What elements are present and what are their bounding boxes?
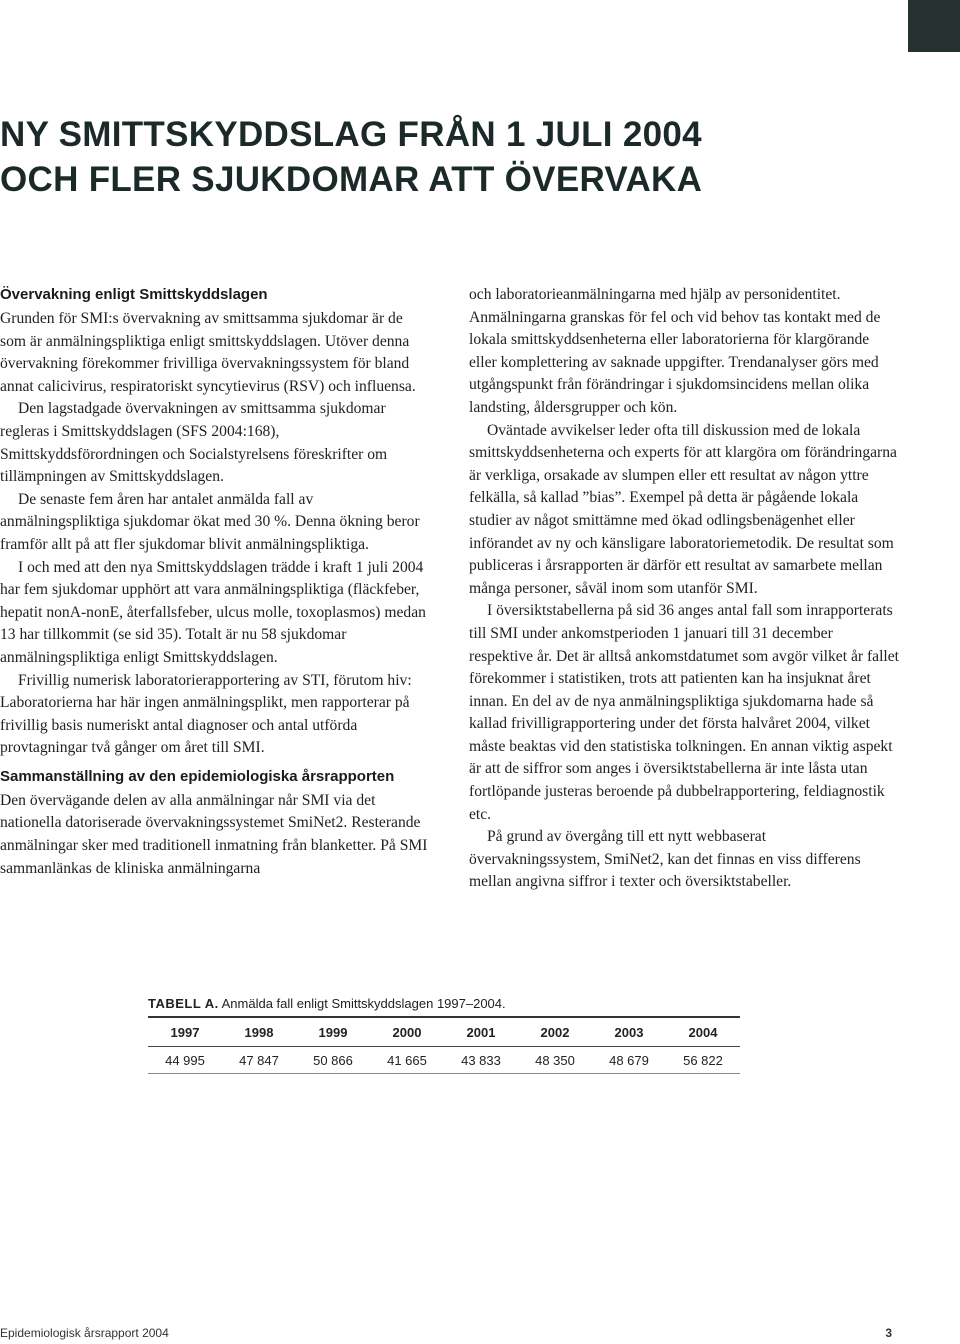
title-line-2: OCH FLER SJUKDOMAR ATT ÖVERVAKA [0, 160, 703, 199]
table-caption-text: Anmälda fall enligt Smittskyddslagen 1997–2004. [221, 996, 506, 1011]
case-count-cell: 48 679 [592, 1047, 666, 1074]
case-count-cell: 50 866 [296, 1047, 370, 1074]
right-column [469, 284, 899, 894]
paragraph: Den övervägande delen av alla anmälningar når SMI via det nationella datoriserade övervakningssystemet SmiNet2. Resterande anmälningar sker med traditionell inmatning från blanketter. På SMI sammanlänkas de kliniska anmälningarna [0, 791, 428, 877]
case-count-cell: 44 995 [148, 1047, 222, 1074]
table-header-row [148, 1017, 740, 1047]
section-heading-compilation: Sammanställning av den epidemiologiska årsrapporten [0, 767, 395, 785]
case-count-cell: 56 822 [666, 1047, 740, 1074]
year-header: 2003 [592, 1017, 666, 1047]
paragraph: I och med att den nya Smittskyddslagen trädde i kraft 1 juli 2004 har fem sjukdomar upphört att vara anmälningspliktiga (fläckfeber, hepatit nonA-nonE, återfallsfeber, ulcus molle, toxoplasmos) medan 13 har tillkommit (se sid 35). Totalt är nu 58 sjukdomar anmälningspliktiga enligt Smittskyddslagen. [0, 558, 426, 666]
year-header: 1997 [148, 1017, 222, 1047]
year-header: 2004 [666, 1017, 740, 1047]
title-line-1: NY SMITTSKYDDSLAG FRÅN 1 JULI 2004 [0, 115, 702, 154]
table-label: TABELL A. [148, 996, 219, 1011]
year-header: 1998 [222, 1017, 296, 1047]
year-header: 2000 [370, 1017, 444, 1047]
section-heading-surveillance: Övervakning enligt Smittskyddslagen [0, 286, 268, 303]
year-header: 2002 [518, 1017, 592, 1047]
year-header: 2001 [444, 1017, 518, 1047]
case-count-cell: 48 350 [518, 1047, 592, 1074]
table-row [148, 1047, 740, 1074]
paragraph: De senaste fem åren har antalet anmälda fall av anmälningspliktiga sjukdomar ökat med 30 %. Denna ökning beror framför allt på att fler sjukdomar blivit anmälningspliktiga. [0, 490, 420, 553]
paragraph: Frivillig numerisk laboratorierapportering av STI, förutom hiv: Laboratorierna har här ingen anmälningsplikt, men rapporterar på frivillig basis numeriskt antal diagnoser och antal utförda provtagningar två gånger om året till SMI. [0, 671, 412, 757]
footer-publication: Epidemiologisk årsrapport 2004 [0, 1326, 169, 1340]
paragraph: På grund av övergång till ett nytt webbaserat övervakningssystem, SmiNet2, kan det finnas en viss differens mellan angivna siffror i texter och översiktstabeller. [469, 828, 861, 891]
year-header: 1999 [296, 1017, 370, 1047]
paragraph: Oväntade avvikelser leder ofta till diskussion med de lokala smittskyddsenheterna och experts för att klargöra om förändringarna är verkliga, orsakade av slumpen eller ett resultat av någon yttre felkälla, så kallad ”bias”. Exempel på detta är pågående lokala studier av något smittämne med ökad odlingsbenägenhet eller införandet av ny och känsligare laboratoriemetodik. De resultat som publiceras i årsrapporten är därför ett resultat av samarbete mellan många personer, såväl inom som utanför SMI. [469, 421, 897, 597]
paragraph: och laboratorieanmälningarna med hjälp av personidentitet. Anmälningarna granskas för fel och vid behov tas kontakt med de lokala smittskyddsenheterna eller laboratorierna för klargörande eller komplettering av saknade uppgifter. Trendanalyser görs med utgångspunkt från förändringar i sjukdomsincidens mellan olika landsting, åldersgrupper och kön. [469, 286, 881, 416]
page-title [0, 112, 940, 202]
paragraph: Den lagstadgade övervakningen av smittsamma sjukdomar regleras i Smittskyddslagen (SFS 2004:168), Smittskyddsförordningen och Socialstyrelsens föreskrifter om tillämpningen av Smittskyddslagen. [0, 400, 388, 486]
corner-block [908, 0, 960, 52]
paragraph: I översiktstabellerna på sid 36 anges antal fall som inrapporterats till SMI under ankomstperioden 1 januari till 31 december respektive år. Det är alltså ankomstdatumet som avgör vilket år fallet förekommer i statistiken, trots att patienten kan ha insjuknat året innan. En del av de nya anmälningspliktiga sjukdomarna hade så kallad frivilligrapportering under det första halvåret 2004, vilket måste beaktas vid den statistiska tolkningen. En annan viktig aspekt är att de siffror som anges i översiktstabellerna är inte låsta utan fortlöpande justeras beroende på dubbelrapportering, feldiagnostik etc. [469, 602, 899, 823]
cases-table [148, 1016, 740, 1074]
case-count-cell: 41 665 [370, 1047, 444, 1074]
left-column [0, 284, 432, 880]
paragraph: Grunden för SMI:s övervakning av smittsamma sjukdomar är de som är anmälningspliktiga enligt smittskyddslagen. Utöver denna övervakning förekommer frivilliga övervakningssystem för bland annat calicivirus, respiratoriskt syncytievirus (RSV) och influensa. [0, 310, 416, 395]
case-count-cell: 43 833 [444, 1047, 518, 1074]
case-count-cell: 47 847 [222, 1047, 296, 1074]
table-caption [148, 996, 506, 1011]
page-number: 3 [885, 1326, 892, 1340]
